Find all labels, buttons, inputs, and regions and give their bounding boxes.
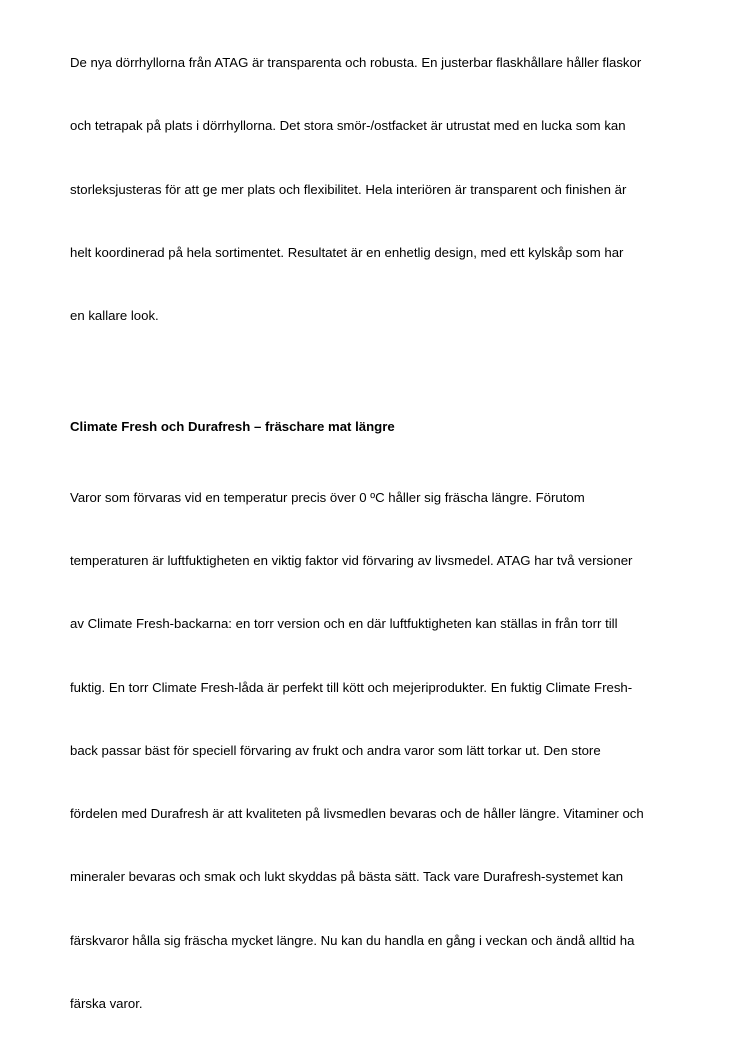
section-line: fuktig. En torr Climate Fresh-låda är perfekt till kött och mejeriprodukter. En fuktig Climate Fresh- — [70, 679, 633, 695]
intro-line: och tetrapak på plats i dörrhyllorna. Det stora smör-/ostfacket är utrustat med en lucka som kan — [70, 118, 626, 134]
section-line: färskvaror hålla sig fräscha mycket längre. Nu kan du handla en gång i veckan och ändå alltid ha — [70, 932, 635, 948]
section-line: färska varor. — [70, 996, 143, 1012]
intro-line: De nya dörrhyllorna från ATAG är transparenta och robusta. En justerbar flaskhållare håller flaskor — [70, 55, 642, 71]
section-line: back passar bäst för speciell förvaring av frukt och andra varor som lätt torkar ut. Den store — [70, 742, 601, 758]
section-line: av Climate Fresh-backarna: en torr version och en där luftfuktigheten kan ställas in från torr till — [70, 616, 618, 632]
section-line: Varor som förvaras vid en temperatur precis över 0 ºC håller sig fräscha längre. Förutom — [70, 489, 585, 505]
intro-line: storleksjusteras för att ge mer plats och flexibilitet. Hela interiören är transparent och finishen är — [70, 181, 627, 197]
section-line: temperaturen är luftfuktigheten en viktig faktor vid förvaring av livsmedel. ATAG har två versioner — [70, 553, 633, 569]
document-page — [70, 10, 710, 1056]
intro-line: helt koordinerad på hela sortimentet. Resultatet är en enhetlig design, med ett kylskåp som har — [70, 245, 624, 261]
intro-paragraph — [70, 10, 710, 369]
intro-line: en kallare look. — [70, 308, 159, 324]
section-line: fördelen med Durafresh är att kvaliteten på livsmedlen bevaras och de håller längre. Vitaminer och — [70, 806, 644, 822]
section-line: mineraler bevaras och smak och lukt skyddas på bästa sätt. Tack vare Durafresh-systemet kan — [70, 869, 624, 885]
section-paragraph — [70, 445, 710, 1056]
section-heading: Climate Fresh och Durafresh – fräschare mat längre — [70, 418, 395, 434]
